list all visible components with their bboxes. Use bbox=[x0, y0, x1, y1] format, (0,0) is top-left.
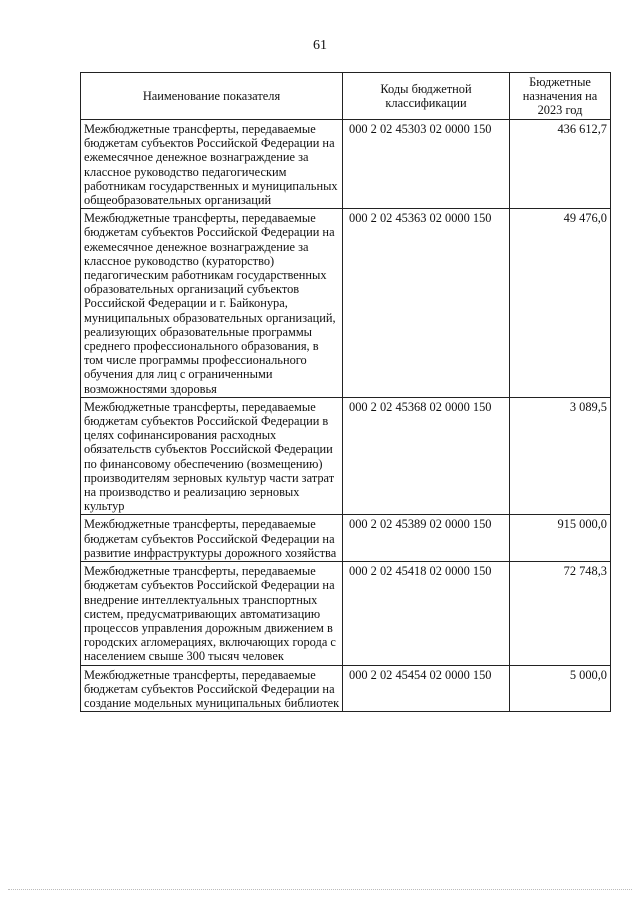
row-code: 000 2 02 45454 02 0000 150 bbox=[343, 665, 510, 712]
table-header-row bbox=[81, 73, 611, 120]
row-value: 3 089,5 bbox=[510, 397, 611, 515]
row-value: 5 000,0 bbox=[510, 665, 611, 712]
table-row bbox=[81, 562, 611, 665]
row-code: 000 2 02 45389 02 0000 150 bbox=[343, 515, 510, 562]
row-code: 000 2 02 45303 02 0000 150 bbox=[343, 120, 510, 209]
page-number: 61 bbox=[313, 38, 327, 53]
header-name: Наименование показателя bbox=[81, 73, 343, 120]
row-value: 915 000,0 bbox=[510, 515, 611, 562]
header-value: Бюджетные назначения на 2023 год bbox=[510, 73, 611, 120]
row-value: 72 748,3 bbox=[510, 562, 611, 665]
row-code: 000 2 02 45363 02 0000 150 bbox=[343, 209, 510, 398]
row-value: 49 476,0 bbox=[510, 209, 611, 398]
table-row bbox=[81, 209, 611, 398]
row-value: 436 612,7 bbox=[510, 120, 611, 209]
budget-table bbox=[80, 72, 611, 712]
header-code: Коды бюджетной классификации bbox=[343, 73, 510, 120]
row-name: Межбюджетные трансферты, передаваемые бюджетам субъектов Российской Федерации на создание модельных муниципальных библиотек bbox=[81, 665, 343, 712]
row-name: Межбюджетные трансферты, передаваемые бюджетам субъектов Российской Федерации на развитие инфраструктуры дорожного хозяйства bbox=[81, 515, 343, 562]
table-row bbox=[81, 397, 611, 515]
row-name: Межбюджетные трансферты, передаваемые бюджетам субъектов Российской Федерации на внедрение интеллектуальных транспортных систем, предусматривающих автоматизацию процессов управления дорожным движением в городских агломерациях, включающих города с населением свыше 300 тысяч человек bbox=[81, 562, 343, 665]
page-bottom-divider bbox=[8, 889, 632, 890]
table-row bbox=[81, 515, 611, 562]
table-row bbox=[81, 665, 611, 712]
row-name: Межбюджетные трансферты, передаваемые бюджетам субъектов Российской Федерации в целях софинансирования расходных обязательств субъектов Российской Федерации по финансовому обеспечению (возмещению) производителям зерновых культур части затрат на производство и реализацию зерновых культур bbox=[81, 397, 343, 515]
row-code: 000 2 02 45418 02 0000 150 bbox=[343, 562, 510, 665]
table-row bbox=[81, 120, 611, 209]
row-code: 000 2 02 45368 02 0000 150 bbox=[343, 397, 510, 515]
row-name: Межбюджетные трансферты, передаваемые бюджетам субъектов Российской Федерации на ежемесячное денежное вознаграждение за классное руководство педагогическим работникам государственных и муниципальных общеобразовательных организаций bbox=[81, 120, 343, 209]
row-name: Межбюджетные трансферты, передаваемые бюджетам субъектов Российской Федерации на ежемесячное денежное вознаграждение за классное руководство (кураторство) педагогическим работникам государственных образовательных организаций субъектов Российской Федерации и г. Байконура, муниципальных образовательных организаций, реализующих образовательные программы среднего профессионального образования, в том числе программы профессионального обучения для лиц с ограниченными возможностями здоровья bbox=[81, 209, 343, 398]
